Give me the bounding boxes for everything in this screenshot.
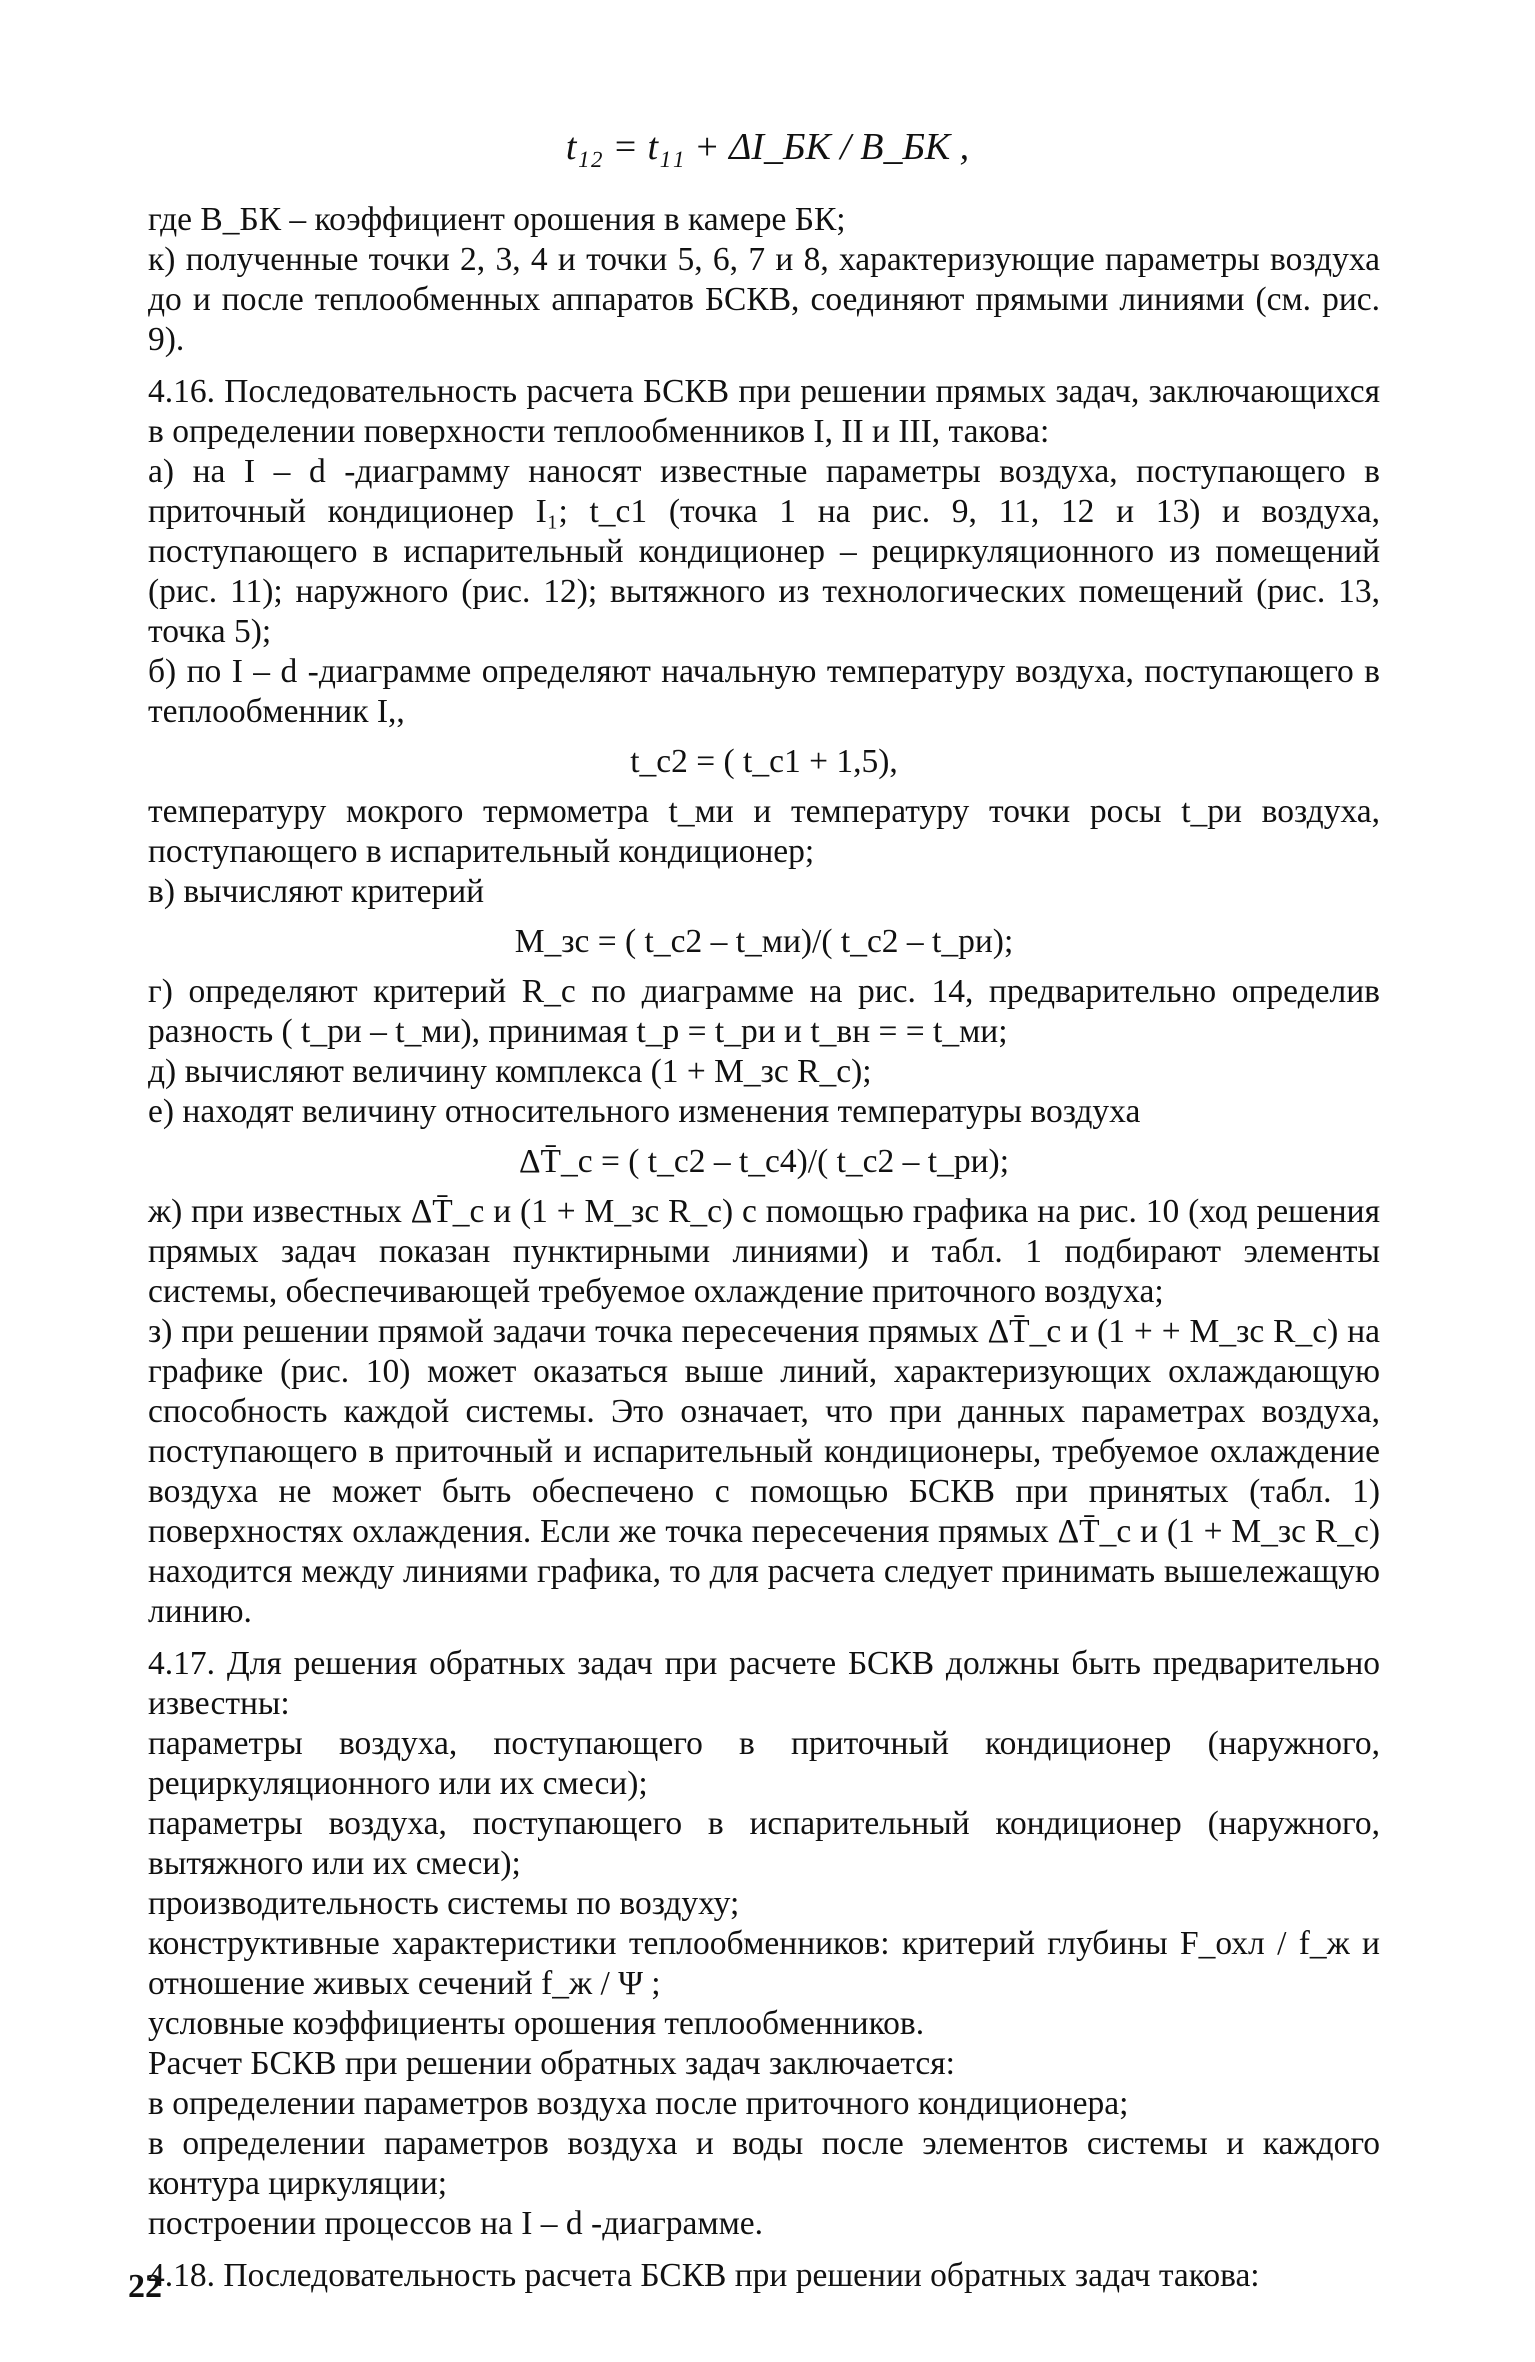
body-text <box>148 200 1380 2296</box>
paragraph: Расчет БСКВ при решении обратных задач заключается: <box>148 2045 955 2082</box>
paragraph: в) вычисляют критерий <box>148 873 485 910</box>
paragraph: конструктивные характеристики теплообменников: критерий глубины F_охл / f_ж и отношение живых сечений f_ж / Ψ ; <box>148 1925 1380 2002</box>
paragraph: 4.18. Последовательность расчета БСКВ при решении обратных задач такова: <box>148 2257 1260 2294</box>
paragraph: 4.17. Для решения обратных задач при расчете БСКВ должны быть предварительно известны: <box>148 1645 1380 1722</box>
paragraph: ж) при известных ΔT̄_c и (1 + M_зс R_c) с помощью графика на рис. 10 (ход решения прямых задач показан пунктирными линиями) и табл. 1 подбирают элементы системы, обеспечивающей требуемое охлаждение приточного воздуха; <box>148 1193 1380 1310</box>
paragraph: а) на I – d -диаграмму наносят известные параметры воздуха, поступающего в приточный кондиционер I₁; t_c1 (точка 1 на рис. 9, 11, 12 и 13) и воздуха, поступающего в испарительный кондиционер – рециркуляционного из помещений (рис. 11); наружного (рис. 12); вытяжного из технологических помещений (рис. 13, точка 5); <box>148 453 1380 650</box>
paragraph: температуру мокрого термометра t_ми и температуру точки росы t_ри воздуха, поступающего в испарительный кондиционер; <box>148 793 1380 870</box>
paragraph: е) находят величину относительного изменения температуры воздуха <box>148 1093 1141 1130</box>
paragraph: к) полученные точки 2, 3, 4 и точки 5, 6, 7 и 8, характеризующие параметры воздуха до и после теплообменных аппаратов БСКВ, соединяют прямыми линиями (см. рис. 9). <box>148 241 1380 358</box>
paragraph: г) определяют критерий R_c по диаграмме на рис. 14, предварительно определив разность ( t_ри – t_ми), принимая t_р = t_ри и t_вн = = t_ми; <box>148 973 1380 1050</box>
formula-t12: t₁₂ = t₁₁ + ΔI_БК / B_БК , <box>565 126 970 168</box>
paragraph: б) по I – d -диаграмме определяют начальную температуру воздуха, поступающего в теплообменник I,, <box>148 653 1380 730</box>
paragraph: построении процессов на I – d -диаграмме. <box>148 2205 764 2242</box>
paragraph: параметры воздуха, поступающего в испарительный кондиционер (наружного, вытяжного или их смеси); <box>148 1805 1380 1882</box>
paragraph: производительность системы по воздуху; <box>148 1885 740 1922</box>
formula-tc2: t_c2 = ( t_c1 + 1,5), <box>630 743 898 780</box>
paragraph: параметры воздуха, поступающего в приточный кондиционер (наружного, рециркуляционного или их смеси); <box>148 1725 1380 1802</box>
paragraph: 4.16. Последовательность расчета БСКВ при решении прямых задач, заключающихся в определении поверхности теплообменников I, II и III, такова: <box>148 373 1380 450</box>
paragraph: д) вычисляют величину комплекса (1 + M_зс R_c); <box>148 1053 872 1090</box>
paragraph: условные коэффициенты орошения теплообменников. <box>148 2005 925 2042</box>
paragraph: в определении параметров воздуха и воды после элементов системы и каждого контура циркуляции; <box>148 2125 1380 2202</box>
paragraph: з) при решении прямой задачи точка пересечения прямых ΔT̄_c и (1 + + M_зс R_c) на графике (рис. 10) может оказаться выше линий, характеризующих охлаждающую способность каждой системы. Это означает, что при данных параметрах воздуха, поступающего в приточный и испарительный кондиционеры, требуемое охлаждение воздуха не может быть обеспечено с помощью БСКВ при принятых (табл. 1) поверхностях охлаждения. Если же точка пересечения прямых ΔT̄_c и (1 + M_зс R_c) находится между линиями графика, то для расчета следует принимать вышележащую линию. <box>148 1313 1380 1630</box>
formula-delta-tc: ΔT̄_c = ( t_c2 – t_c4)/( t_c2 – t_ри); <box>518 1143 1010 1180</box>
paragraph: в определении параметров воздуха после приточного кондиционера; <box>148 2085 1129 2122</box>
formula-m3c: M_зс = ( t_c2 – t_ми)/( t_c2 – t_ри); <box>514 923 1014 960</box>
paragraph: где B_БК – коэффициент орошения в камере БК; <box>148 201 846 238</box>
page-number: 22 <box>128 2268 162 2305</box>
